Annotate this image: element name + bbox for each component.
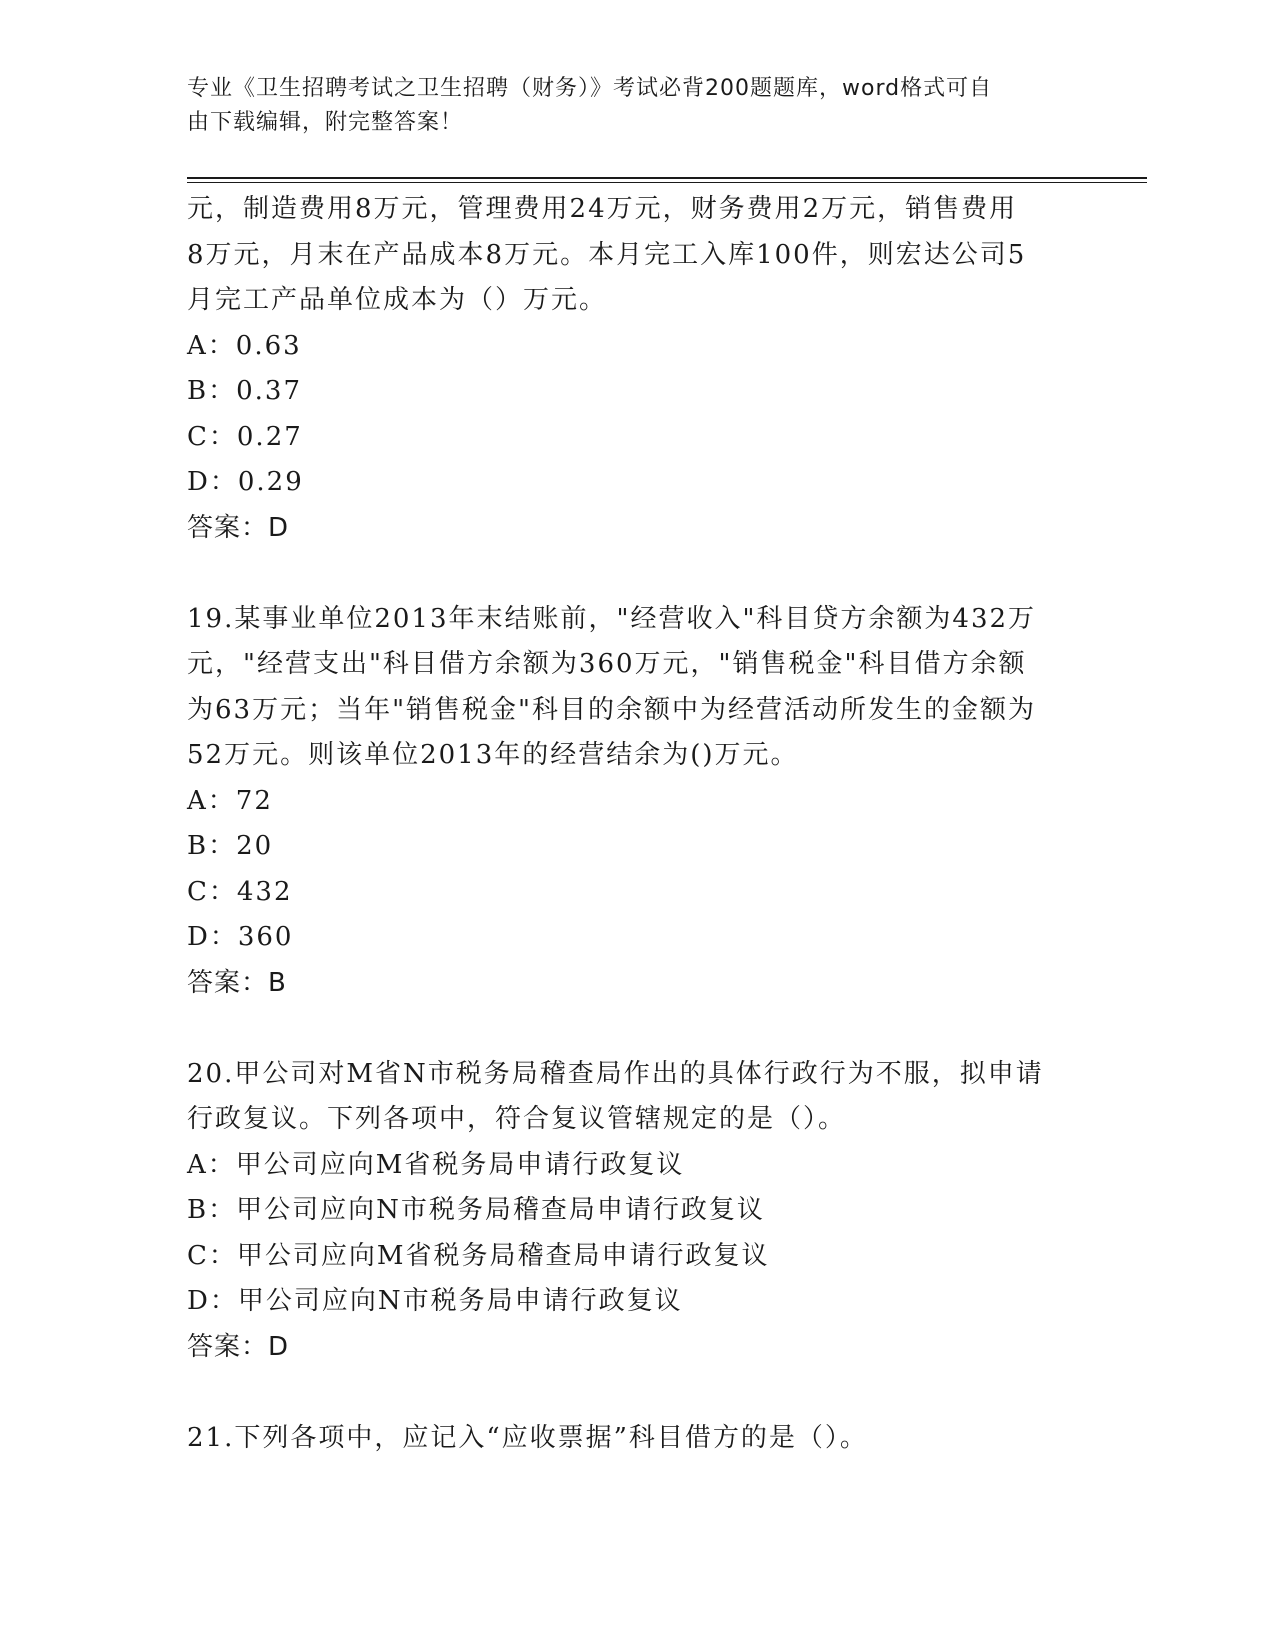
option-a: A：72 xyxy=(187,785,273,816)
question-stem-line: 元，"经营支出"科目借方余额为360万元，"销售税金"科目借方余额 xyxy=(187,649,1027,679)
option-a: A：甲公司应向M省税务局申请行政复议 xyxy=(187,1149,685,1180)
option-a: A：0.63 xyxy=(187,330,302,361)
question-stem-line: 21.下列各项中，应记入“应收票据”科目借方的是（）。 xyxy=(187,1422,868,1453)
question-block-19 xyxy=(187,597,1087,1007)
question-stem-line: 为63万元；当年"销售税金"科目的余额中为经营活动所发生的金额为 xyxy=(187,694,1037,725)
option-d: D：360 xyxy=(187,922,294,952)
spacer xyxy=(187,1006,1087,1052)
question-stem-line: 52万元。则该单位2013年的经营结余为()万元。 xyxy=(187,740,799,770)
header-rule-thin xyxy=(187,182,1147,183)
option-b: B：20 xyxy=(187,831,274,861)
question-stem-line: 19.某事业单位2013年末结账前，"经营收入"科目贷方余额为432万 xyxy=(187,603,1037,634)
option-c: C：0.27 xyxy=(187,421,303,452)
question-block-21 xyxy=(187,1416,1087,1462)
option-b: B：0.37 xyxy=(187,376,302,406)
option-d: D：0.29 xyxy=(187,467,304,497)
question-stem-line: 8万元，月末在产品成本8万元。本月完工入库100件，则宏达公司5 xyxy=(187,239,1027,270)
option-b: B：甲公司应向N市税务局稽查局申请行政复议 xyxy=(187,1195,765,1225)
question-stem-line: 20.甲公司对M省N市税务局稽查局作出的具体行政行为不服，拟申请 xyxy=(187,1058,1044,1089)
option-d: D：甲公司应向N市税务局申请行政复议 xyxy=(187,1286,683,1316)
answer-line: 答案：D xyxy=(187,1331,290,1362)
answer-line: 答案：B xyxy=(187,967,287,998)
question-stem-line: 行政复议。下列各项中，符合复议管辖规定的是（）。 xyxy=(187,1104,847,1134)
spacer xyxy=(187,551,1087,597)
header-rule-thick xyxy=(187,177,1147,179)
answer-line: 答案：D xyxy=(187,512,290,543)
spacer xyxy=(187,1370,1087,1416)
question-stem-line: 元，制造费用8万元，管理费用24万元，财务费用2万元，销售费用 xyxy=(187,194,1018,224)
document-header xyxy=(187,72,1067,140)
question-block-18 xyxy=(187,187,1087,551)
option-c: C：432 xyxy=(187,876,293,907)
question-block-20 xyxy=(187,1052,1087,1371)
header-line-1: 专业《卫生招聘考试之卫生招聘（财务）》考试必背200题题库，word格式可自 xyxy=(187,76,993,101)
header-line-2: 由下载编辑，附完整答案！ xyxy=(187,110,464,135)
question-stem-line: 月完工产品单位成本为（）万元。 xyxy=(187,285,608,315)
option-c: C：甲公司应向M省税务局稽查局申请行政复议 xyxy=(187,1240,770,1271)
question-content xyxy=(187,187,1087,1461)
